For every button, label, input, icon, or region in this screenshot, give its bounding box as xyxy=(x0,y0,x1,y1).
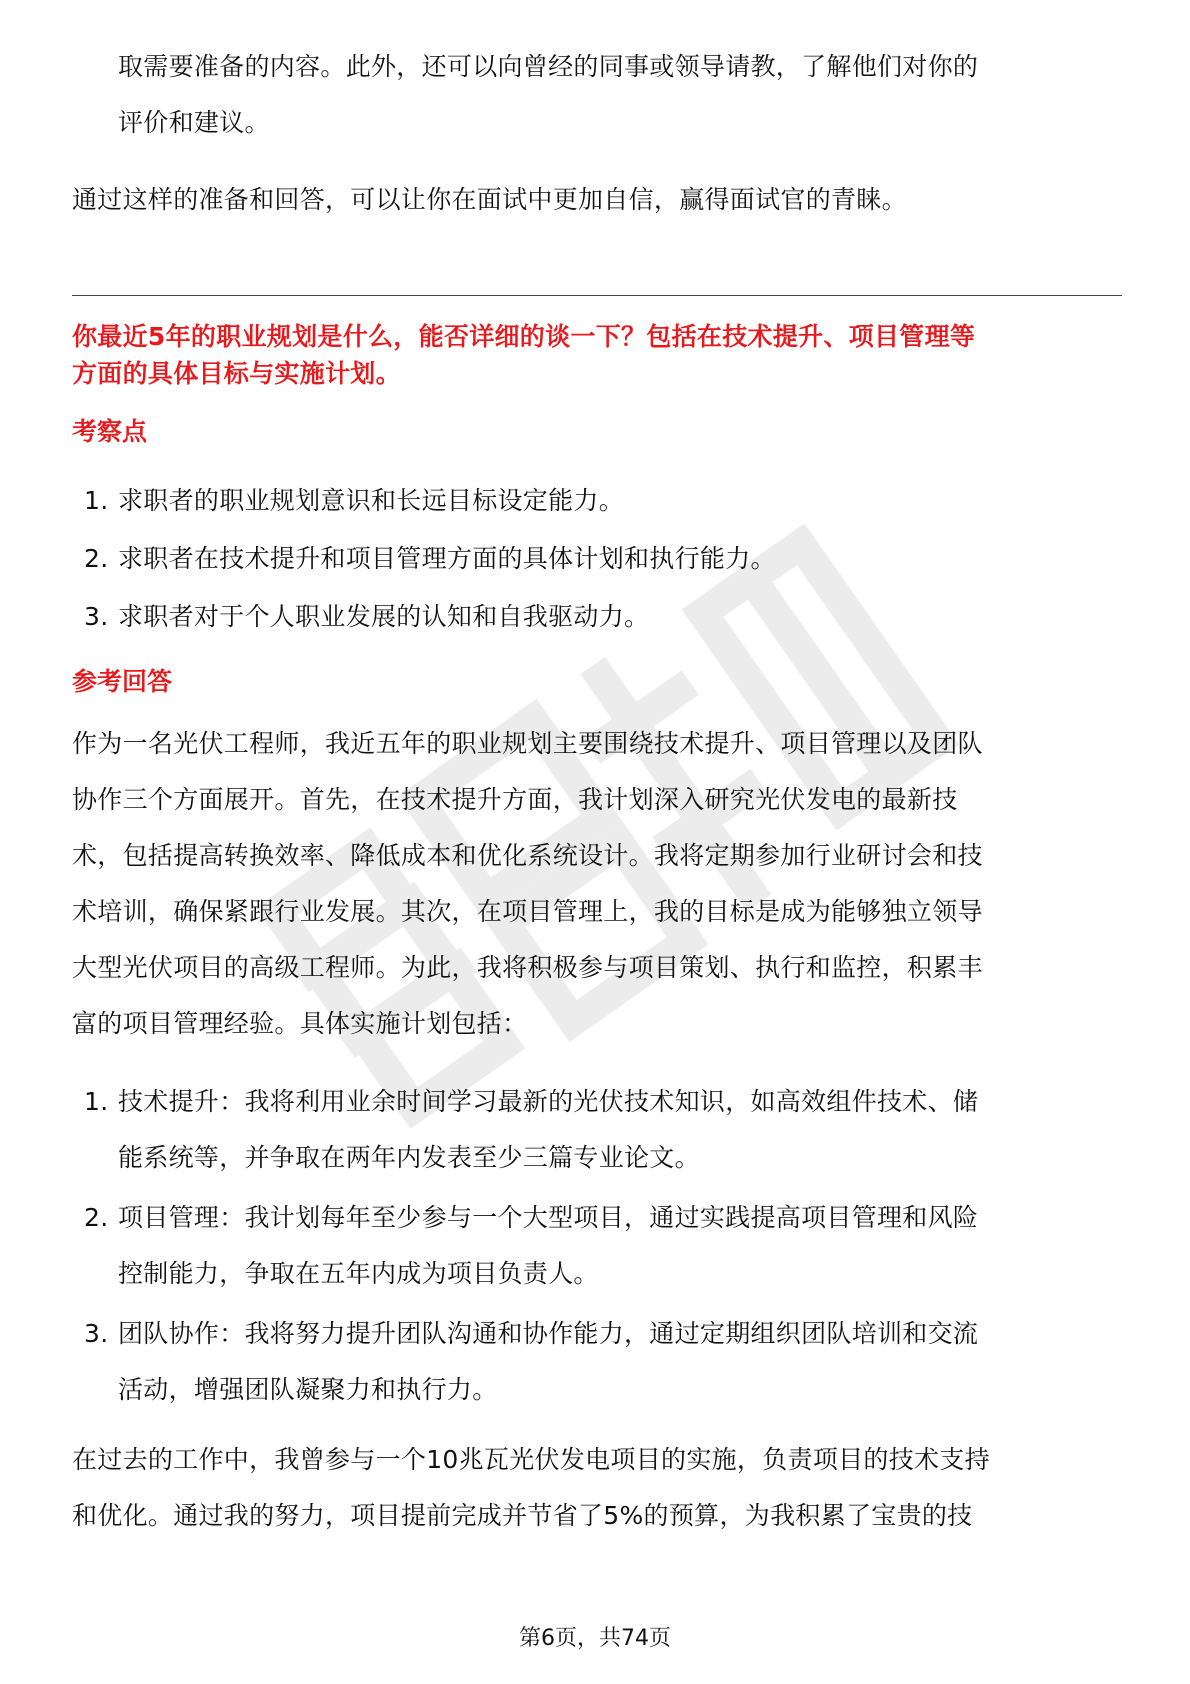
answer-line: 协作三个方面展开。首先，在技术提升方面，我计划深入研究光伏发电的最新技 xyxy=(72,785,958,814)
question-title xyxy=(72,318,975,392)
question-line-1: 你最近5年的职业规划是什么，能否详细的谈一下？包括在技术提升、项目管理等 xyxy=(72,322,976,351)
plan-item-number: 3. xyxy=(84,1319,109,1348)
plan-item-line: 能系统等，并争取在两年内发表至少三篇专业论文。 xyxy=(118,1143,700,1172)
assessment-item-text: 求职者在技术提升和项目管理方面的具体计划和执行能力。 xyxy=(118,544,776,573)
assessment-item-number: 1. xyxy=(84,486,109,515)
page-footer: 第6页，共74页 xyxy=(519,1626,671,1651)
plan-item-line: 活动，增强团队凝聚力和执行力。 xyxy=(118,1375,498,1404)
assessment-item-text: 求职者的职业规划意识和长远目标设定能力。 xyxy=(118,486,625,515)
intro-line-1: 取需要准备的内容。此外，还可以向曾经的同事或领导请教，了解他们对你的 xyxy=(118,52,979,81)
assessment-heading: 考察点 xyxy=(72,417,148,446)
plan-item-line: 技术提升：我将利用业余时间学习最新的光伏技术知识，如高效组件技术、储 xyxy=(118,1087,979,1116)
plan-item-line: 控制能力，争取在五年内成为项目负责人。 xyxy=(118,1259,599,1288)
answer-paragraph xyxy=(72,716,983,1052)
answer-line: 术，包括提高转换效率、降低成本和优化系统设计。我将定期参加行业研讨会和技 xyxy=(72,841,983,870)
closing-sentence-text: 通过这样的准备和回答，可以让你在面试中更加自信，赢得面试官的青睐。 xyxy=(72,185,907,214)
answer-line: 作为一名光伏工程师，我近五年的职业规划主要围绕技术提升、项目管理以及团队 xyxy=(72,729,983,758)
closing-sentence xyxy=(72,172,907,228)
experience-line: 在过去的工作中，我曾参与一个10兆瓦光伏发电项目的实施，负责项目的技术支持 xyxy=(72,1445,990,1474)
section-divider xyxy=(72,295,1122,296)
experience-line: 和优化。通过我的努力，项目提前完成并节省了5%的预算，为我积累了宝贵的技 xyxy=(72,1501,973,1530)
answer-line: 术培训，确保紧跟行业发展。其次，在项目管理上，我的目标是成为能够独立领导 xyxy=(72,897,983,926)
answer-line: 富的项目管理经验。具体实施计划包括： xyxy=(72,1009,528,1038)
intro-continuation xyxy=(118,39,978,151)
answer-line: 大型光伏项目的高级工程师。为此，我将积极参与项目策划、执行和监控，积累丰 xyxy=(72,953,983,982)
plan-item-line: 团队协作：我将努力提升团队沟通和协作能力，通过定期组织团队培训和交流 xyxy=(118,1319,979,1348)
plan-item-line: 项目管理：我计划每年至少参与一个大型项目，通过实践提高项目管理和风险 xyxy=(118,1203,979,1232)
plan-item-number: 1. xyxy=(84,1087,109,1116)
intro-line-2: 评价和建议。 xyxy=(118,108,270,137)
plan-item-number: 2. xyxy=(84,1203,109,1232)
assessment-item-number: 2. xyxy=(84,544,109,573)
experience-paragraph xyxy=(72,1432,990,1544)
assessment-item-text: 求职者对于个人职业发展的认知和自我驱动力。 xyxy=(118,602,650,631)
answer-heading: 参考回答 xyxy=(72,667,173,696)
question-line-2: 方面的具体目标与实施计划。 xyxy=(72,359,401,388)
assessment-item-number: 3. xyxy=(84,602,109,631)
